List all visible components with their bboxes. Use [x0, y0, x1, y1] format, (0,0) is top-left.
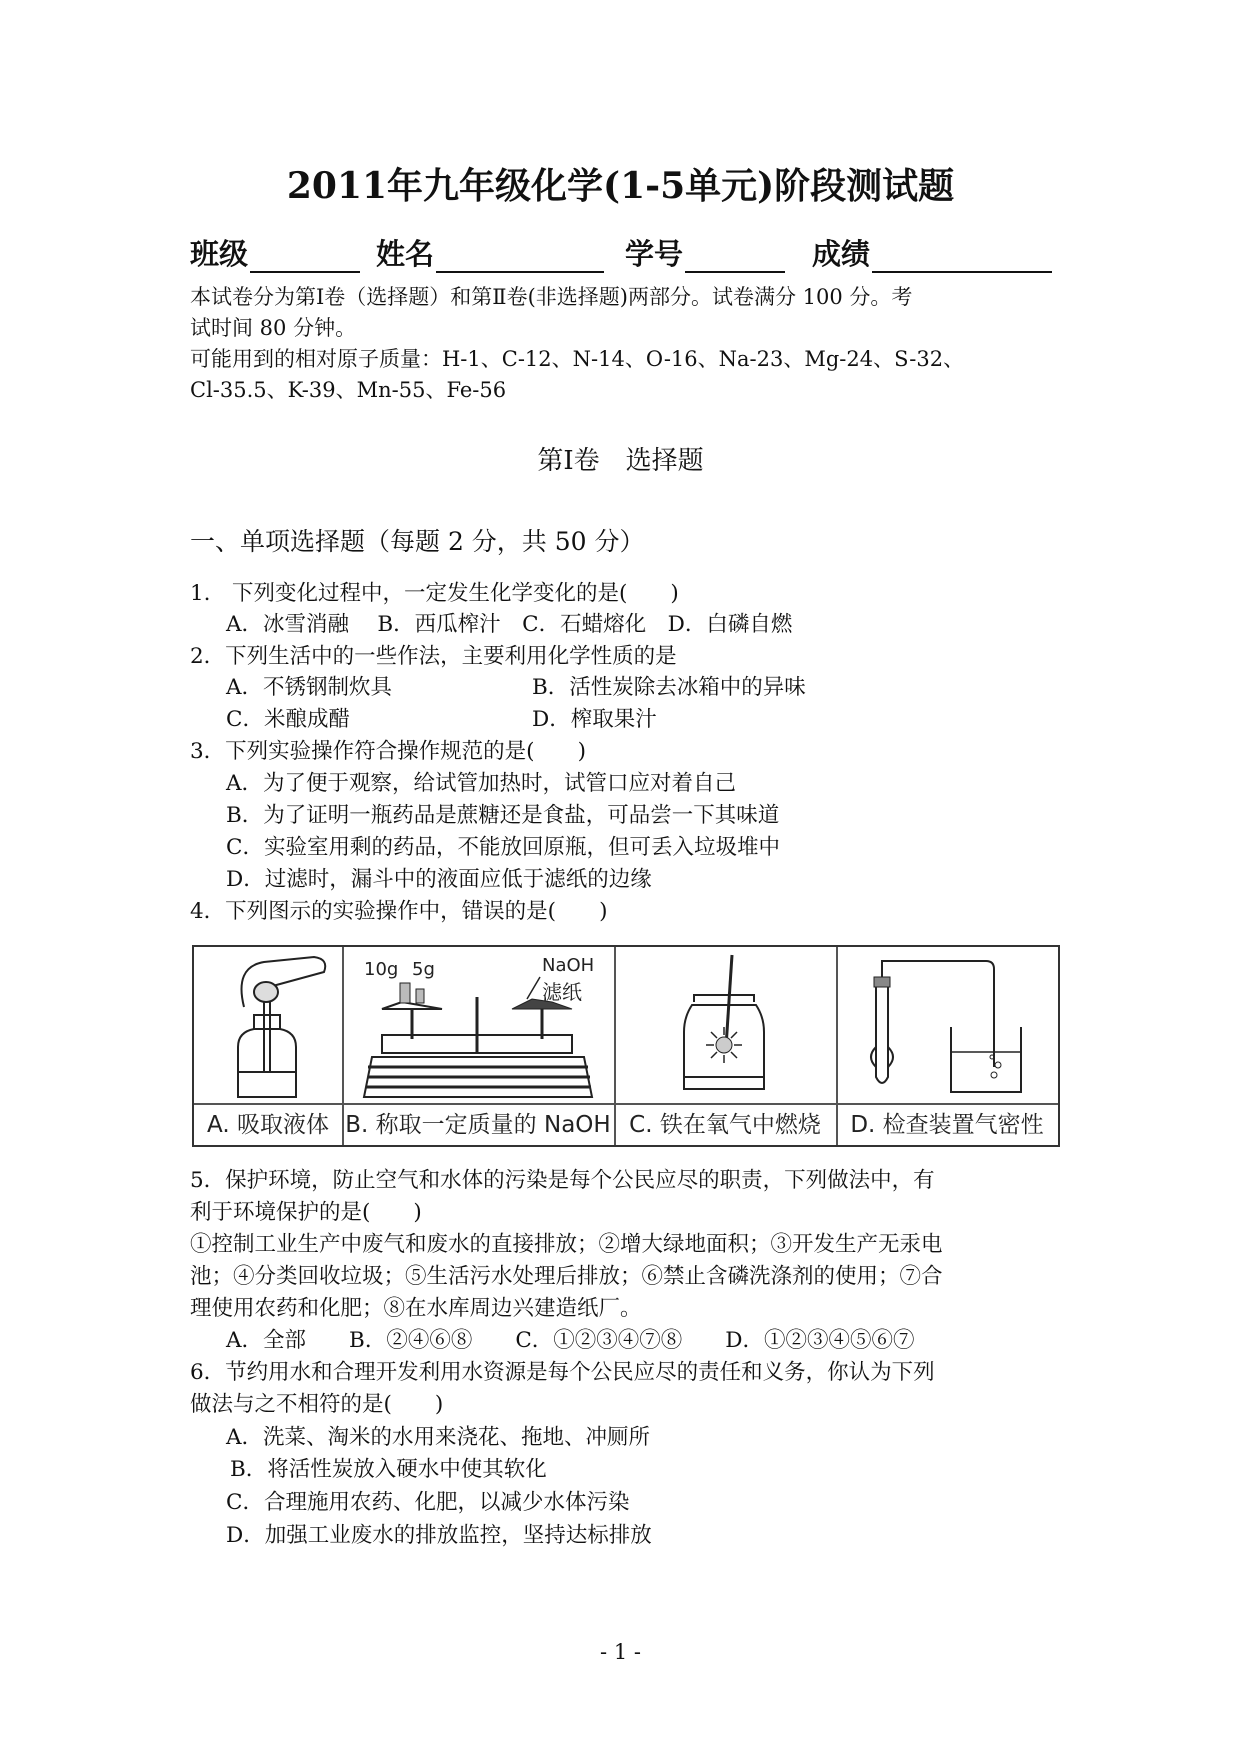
caption-b: B. 称取一定质量的 NaOH [342, 1103, 614, 1145]
panel-d [836, 947, 1058, 1145]
q3-stem: 3．下列实验操作符合操作规范的是( ) [190, 739, 586, 764]
section-title: 第Ⅰ卷 选择题 [537, 446, 704, 476]
class-label: 班级 [190, 237, 249, 271]
exam-title: 2011年九年级化学(1-5单元)阶段测试题 [286, 165, 955, 207]
intro-line: 本试卷分为第Ⅰ卷（选择题）和第Ⅱ卷(非选择题)两部分。试卷满分 100 分。考 [190, 285, 913, 309]
caption-c: C. 铁在氧气中燃烧 [614, 1103, 836, 1145]
weight-label-5g: 5g [412, 959, 435, 980]
filter-paper-label: 滤纸 [542, 980, 582, 1004]
q5-line: 池；④分类回收垃圾；⑤生活污水处理后排放；⑥禁止含磷洗涤剂的使用；⑦合 [190, 1264, 943, 1289]
name-blank [436, 243, 604, 273]
q4-experiment-figure [192, 945, 1060, 1147]
q3-option-d: D．过滤时，漏斗中的液面应低于滤纸的边缘 [226, 867, 652, 892]
part-heading: 一、单项选择题（每题 2 分，共 50 分） [190, 527, 645, 556]
q2-option-d: D．榨取果汁 [532, 707, 657, 732]
score-label: 成绩 [812, 237, 871, 271]
intro-paragraph [190, 282, 1050, 406]
q1-options: A．冰雪消融 B．西瓜榨汁 C．石蜡熔化 D．白磷自燃 [226, 612, 793, 637]
q2-option-c: C．米酿成醋 [226, 707, 350, 732]
weight-label-10g: 10g [364, 959, 399, 980]
q5-line: 5．保护环境，防止空气和水体的污染是每个公民应尽的职责，下列做法中，有 [190, 1168, 935, 1193]
q6-option-d: D．加强工业废水的排放监控，坚持达标排放 [226, 1523, 652, 1548]
q6-line: 做法与之不相符的是( ) [190, 1392, 444, 1417]
caption-d: D. 检查装置气密性 [836, 1103, 1058, 1145]
q6-option-c: C．合理施用农药、化肥，以减少水体污染 [226, 1490, 630, 1515]
dropper-bottle-icon [194, 947, 342, 1103]
balance-scale-icon [342, 947, 614, 1103]
q3-option-b: B．为了证明一瓶药品是蔗糖还是食盐，可品尝一下其味道 [226, 803, 780, 828]
class-field [190, 232, 360, 273]
panel-a [194, 947, 344, 1145]
naoh-label: NaOH [542, 955, 595, 976]
intro-line: Cl-35.5、K-39、Mn-55、Fe-56 [190, 378, 507, 402]
class-blank [250, 243, 360, 273]
caption-a: A. 吸取液体 [194, 1103, 342, 1145]
q4-stem: 4．下列图示的实验操作中，错误的是( ) [190, 899, 608, 924]
gas-jar-burning-icon [614, 947, 836, 1103]
number-label: 学号 [625, 237, 684, 271]
name-label: 姓名 [376, 237, 435, 271]
number-field [625, 232, 785, 273]
q5-line: 理使用农药和化肥；⑧在水库周边兴建造纸厂。 [190, 1296, 642, 1321]
q2-option-a: A．不锈钢制炊具 [226, 675, 393, 700]
q6-option-a: A．洗菜、淘米的水用来浇花、拖地、冲厕所 [226, 1425, 651, 1450]
q5-options: A．全部 B．②④⑥⑧ C．①②③④⑦⑧ D．①②③④⑤⑥⑦ [226, 1328, 915, 1353]
q3-option-a: A．为了便于观察，给试管加热时，试管口应对着自己 [226, 771, 737, 796]
q2-stem: 2．下列生活中的一些作法，主要利用化学性质的是 [190, 644, 677, 669]
number-blank [685, 243, 785, 273]
q2-option-b: B．活性炭除去冰箱中的异味 [532, 675, 806, 700]
q5-line: 利于环境保护的是( ) [190, 1200, 422, 1225]
q3-option-c: C．实验室用剩的药品，不能放回原瓶，但可丢入垃圾堆中 [226, 835, 780, 860]
page-number: - 1 - [600, 1640, 641, 1664]
panel-c [614, 947, 838, 1145]
q1-stem: 1. 下列变化过程中，一定发生化学变化的是( ) [190, 581, 679, 606]
score-blank [872, 243, 1052, 273]
score-field [812, 232, 1052, 273]
airtightness-test-icon [836, 947, 1058, 1103]
name-field [376, 232, 604, 273]
student-info-row [190, 232, 1070, 272]
q5-line: ①控制工业生产中废气和废水的直接排放；②增大绿地面积；③开发生产无汞电 [190, 1232, 943, 1257]
q6-line: 6．节约用水和合理开发利用水资源是每个公民应尽的责任和义务，你认为下列 [190, 1360, 935, 1385]
intro-line: 可能用到的相对原子质量：H-1、C-12、N-14、O-16、Na-23、Mg-24、S-32、 [190, 347, 965, 371]
intro-line: 试时间 80 分钟。 [190, 316, 357, 340]
q6-option-b: B．将活性炭放入硬水中使其软化 [230, 1457, 547, 1482]
panel-b [342, 947, 616, 1145]
